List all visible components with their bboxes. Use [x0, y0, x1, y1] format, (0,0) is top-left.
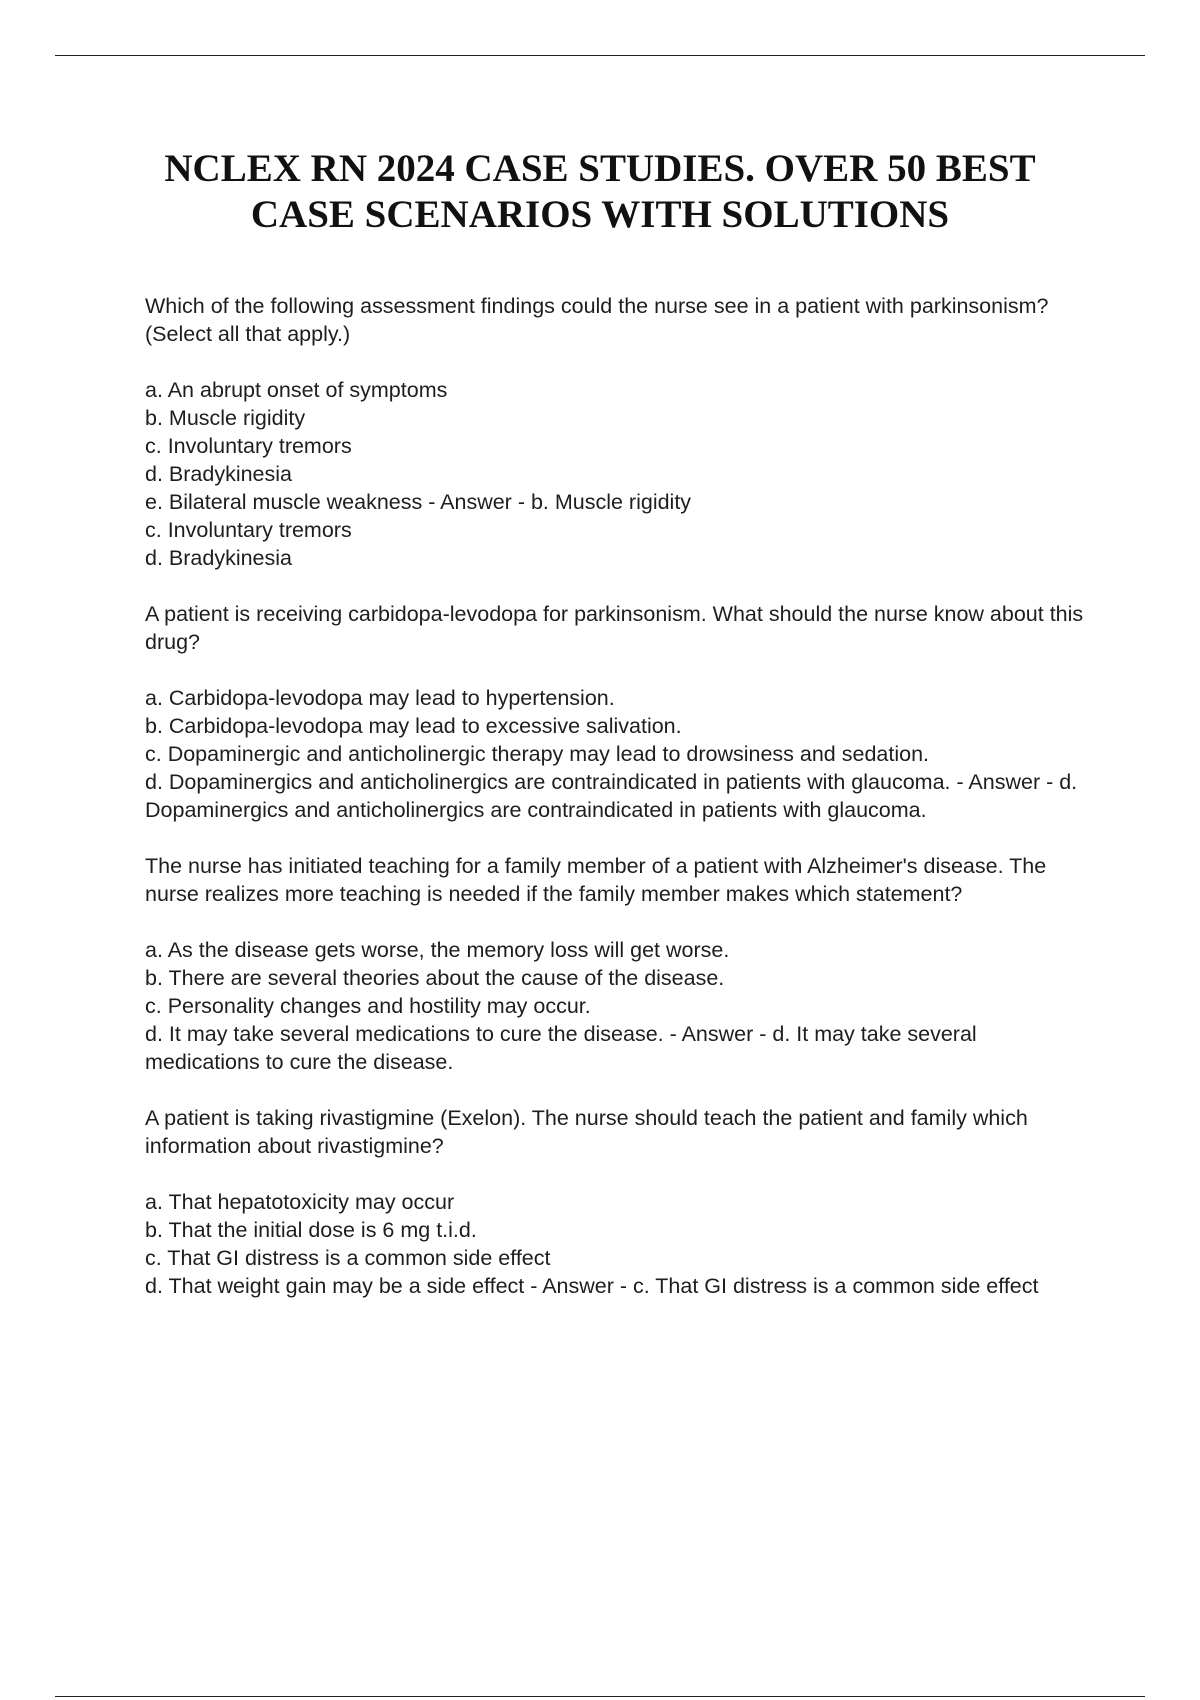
option-line: c. Dopaminergic and anticholinergic therapy may lead to drowsiness and sedation.	[145, 742, 929, 766]
option-line: a. As the disease gets worse, the memory loss will get worse.	[145, 938, 730, 962]
option-line-with-answer: e. Bilateral muscle weakness - Answer - b. Muscle rigidity	[145, 490, 692, 514]
questions-body	[145, 292, 1090, 1328]
option-line: b. Muscle rigidity	[145, 406, 306, 430]
option-line: c. That GI distress is a common side effect	[145, 1246, 551, 1270]
option-line: c. Personality changes and hostility may occur.	[145, 994, 591, 1018]
answer-line: d. Bradykinesia	[145, 546, 292, 570]
option-line-with-answer: d. It may take several medications to cure the disease. - Answer - d. It may take several medications to cure the disease.	[145, 1022, 977, 1074]
title-line-1: NCLEX RN 2024 CASE STUDIES. OVER 50 BEST	[164, 147, 1036, 190]
bottom-divider	[55, 1696, 1145, 1697]
option-line: a. An abrupt onset of symptoms	[145, 378, 448, 402]
question-text: A patient is taking rivastigmine (Exelon). The nurse should teach the patient and family which information about rivastigmine?	[145, 1106, 1028, 1158]
document-title	[100, 146, 1100, 238]
answer-line: c. Involuntary tremors	[145, 518, 352, 542]
option-line: a. That hepatotoxicity may occur	[145, 1190, 455, 1214]
top-divider	[55, 55, 1145, 56]
option-line: a. Carbidopa-levodopa may lead to hypertension.	[145, 686, 615, 710]
option-line: d. Bradykinesia	[145, 462, 292, 486]
option-line: b. Carbidopa-levodopa may lead to excessive salivation.	[145, 714, 682, 738]
answer-options	[145, 936, 1090, 1076]
option-line: b. There are several theories about the cause of the disease.	[145, 966, 725, 990]
title-line-2: CASE SCENARIOS WITH SOLUTIONS	[250, 193, 950, 236]
answer-options	[145, 1188, 1090, 1300]
question-text: The nurse has initiated teaching for a family member of a patient with Alzheimer's disease. The nurse realizes more teaching is needed if the family member makes which statement?	[145, 854, 1047, 906]
question-block-1	[145, 292, 1090, 572]
answer-options	[145, 684, 1090, 824]
answer-options	[145, 376, 1090, 572]
option-line: b. That the initial dose is 6 mg t.i.d.	[145, 1218, 477, 1242]
option-line: c. Involuntary tremors	[145, 434, 352, 458]
option-line-with-answer: d. Dopaminergics and anticholinergics are contraindicated in patients with glaucoma. - Answer - d. Dopaminergics and anticholinergics are contraindicated in patients with glaucoma.	[145, 770, 1078, 822]
question-text: Which of the following assessment findings could the nurse see in a patient with parkinsonism? (Select all that apply.)	[145, 294, 1049, 346]
option-line-with-answer: d. That weight gain may be a side effect - Answer - c. That GI distress is a common side effect	[145, 1274, 1039, 1298]
question-text: A patient is receiving carbidopa-levodopa for parkinsonism. What should the nurse know about this drug?	[145, 602, 1084, 654]
question-block-3	[145, 852, 1090, 1076]
question-block-2	[145, 600, 1090, 824]
question-block-4	[145, 1104, 1090, 1300]
